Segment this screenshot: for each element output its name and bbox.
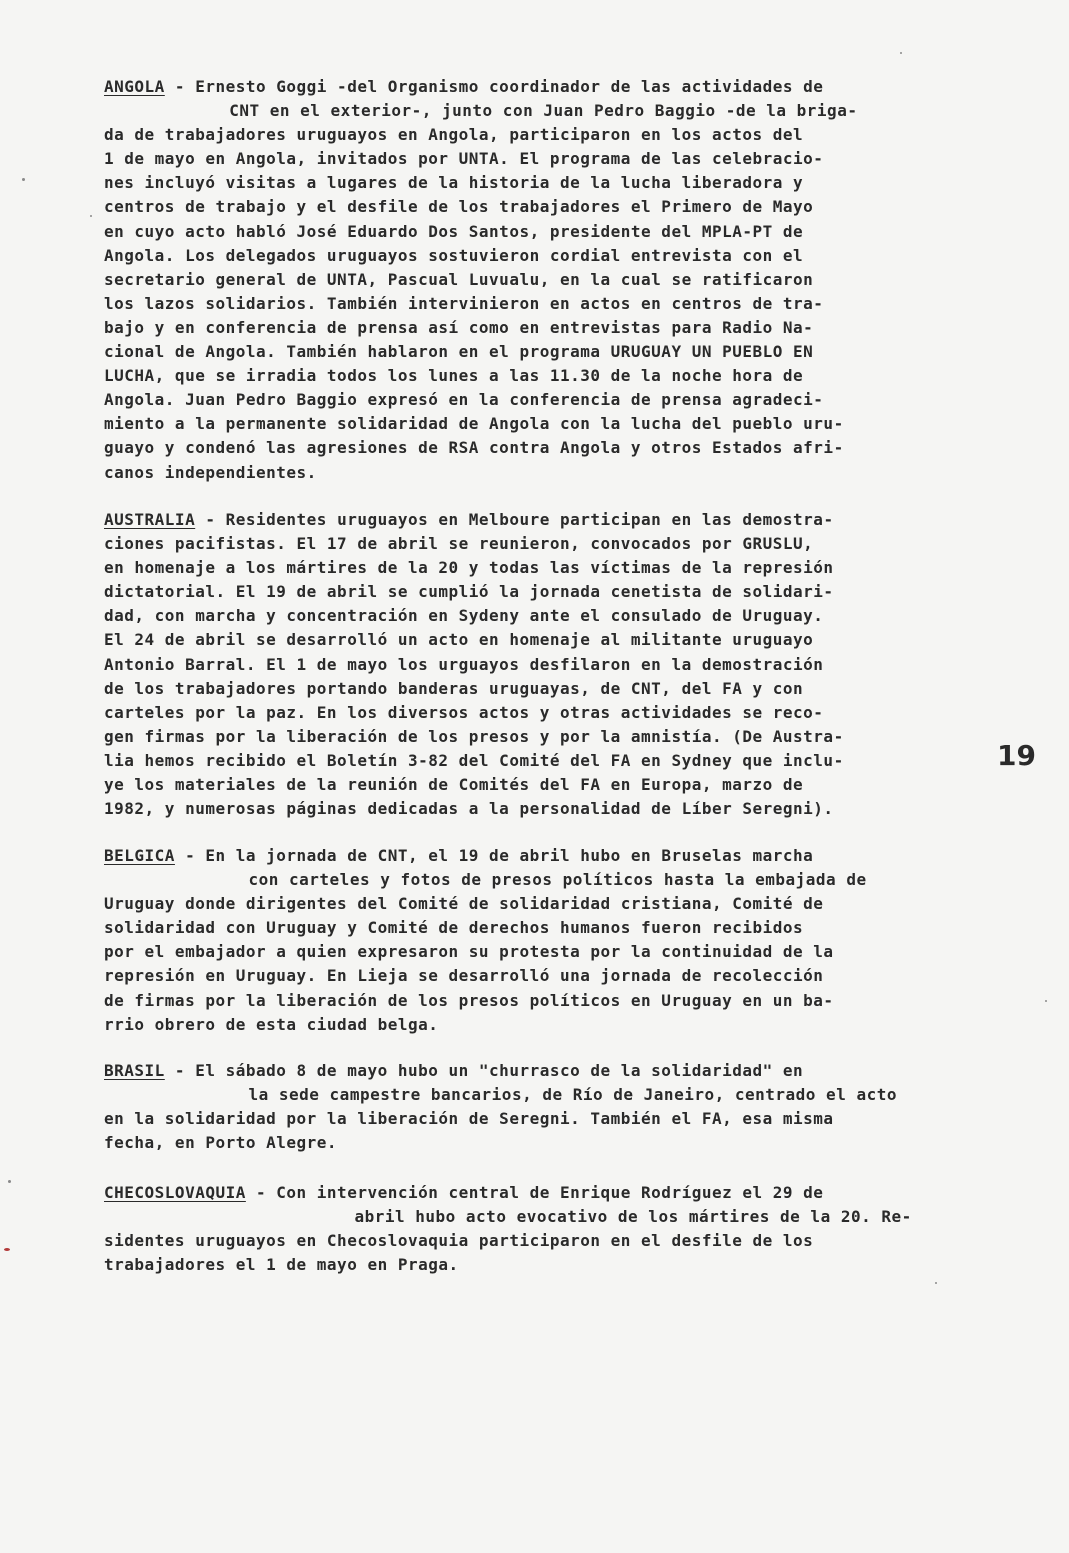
entry-heading: ANGOLA [104,77,165,96]
entry-checoslovaquia [104,1181,984,1277]
scan-speck [22,178,25,181]
entry-line: miento a la permanente solidaridad de Angola con la lucha del pueblo uru- [104,414,844,434]
entry-heading: BRASIL [104,1061,165,1080]
entry-line: carteles por la paz. En los diversos actos y otras actividades se reco- [104,702,824,722]
scan-speck [90,215,92,217]
entry-line: nes incluyó visitas a lugares de la historia de la lucha liberadora y [104,173,804,193]
entry-line: cional de Angola. También hablaron en el programa URUGUAY UN PUEBLO EN [104,342,814,362]
entry-line: CNT en el exterior-, junto con Juan Pedro Baggio -de la briga- [229,101,858,121]
entry-line: Antonio Barral. El 1 de mayo los urguayos desfilaron en la demostración [104,654,824,674]
scan-speck [1045,1000,1047,1002]
entry-line: los lazos solidarios. También intervinieron en actos en centros de tra- [104,293,824,313]
entry-line: rrio obrero de esta ciudad belga. [104,1014,439,1034]
entry-line: da de trabajadores uruguayos en Angola, participaron en los actos del [104,125,804,145]
entry-lead-text: - Con intervención central de Enrique Rodríguez el 29 de [245,1183,824,1202]
entry-line: de firmas por la liberación de los presos políticos en Uruguay en un ba- [104,990,834,1010]
entry-line: solidaridad con Uruguay y Comité de derechos humanos fueron recibidos [104,918,804,938]
entry-line: 1982, y numerosas páginas dedicadas a la personalidad de Líber Seregni). [104,799,834,819]
entry-line: El 24 de abril se desarrolló un acto en homenaje al militante uruguayo [104,630,814,650]
entry-australia [104,508,984,821]
entry-lead-text: - El sábado 8 de mayo hubo un "churrasco de la solidaridad" en [164,1061,804,1080]
entry-line: fecha, en Porto Alegre. [104,1133,338,1153]
entry-line: trabajadores el 1 de mayo en Praga. [104,1255,459,1275]
entry-first-line [104,844,984,868]
entry-line: dad, con marcha y concentración en Sydeny ante el consulado de Uruguay. [104,606,824,626]
entry-line: secretario general de UNTA, Pascual Luvualu, en la cual se ratificaron [104,269,814,289]
entry-heading: CHECOSLOVAQUIA [104,1183,246,1202]
entry-line: la sede campestre bancarios, de Río de Janeiro, centrado el acto [248,1085,897,1105]
entry-belgica [104,844,984,1037]
entry-line: por el embajador a quien expresaron su protesta por la continuidad de la [104,942,834,962]
entry-lead-text: - En la jornada de CNT, el 19 de abril hubo en Bruselas marcha [174,846,814,865]
entry-line: dictatorial. El 19 de abril se cumplió la jornada cenetista de solidari- [104,582,834,602]
entry-line: lia hemos recibido el Boletín 3-82 del Comité del FA en Sydney que inclu- [104,750,844,770]
scan-speck [935,1282,937,1284]
scan-speck [900,52,902,54]
entry-first-line [104,1181,984,1205]
entry-first-line [104,508,984,532]
entry-line: ciones pacifistas. El 17 de abril se reunieron, convocados por GRUSLU, [104,534,814,554]
entry-line: sidentes uruguayos en Checoslovaquia participaron en el desfile de los [104,1231,814,1251]
entry-line: en la solidaridad por la liberación de Seregni. También el FA, esa misma [104,1109,834,1129]
entry-line: Angola. Juan Pedro Baggio expresó en la conferencia de prensa agradeci- [104,390,824,410]
scan-speck [8,1180,11,1183]
entry-lead-text: - Residentes uruguayos en Melboure participan en las demostra- [195,510,834,529]
entry-heading: BELGICA [104,846,175,865]
entry-line: guayo y condenó las agresiones de RSA contra Angola y otros Estados afri- [104,438,844,458]
entry-line: en cuyo acto habló José Eduardo Dos Santos, presidente del MPLA-PT de [104,221,804,241]
entry-line: Uruguay donde dirigentes del Comité de solidaridad cristiana, Comité de [104,894,824,914]
page-number: 19 [997,739,1036,772]
entry-line: gen firmas por la liberación de los presos y por la amnistía. (De Austra- [104,726,844,746]
entry-first-line [104,1059,984,1083]
entry-line: abril hubo acto evocativo de los mártires de la 20. Re- [354,1207,912,1227]
entry-line: en homenaje a los mártires de la 20 y todas las víctimas de la represión [104,558,834,578]
entry-line: Angola. Los delegados uruguayos sostuvieron cordial entrevista con el [104,245,804,265]
entry-first-line [104,75,984,99]
entry-lead-text: - Ernesto Goggi -del Organismo coordinador de las actividades de [164,77,824,96]
entry-angola [104,75,984,485]
entry-line: ye los materiales de la reunión de Comités del FA en Europa, marzo de [104,775,804,795]
entry-line: LUCHA, que se irradia todos los lunes a las 11.30 de la noche hora de [104,366,804,386]
entry-line: de los trabajadores portando banderas uruguayas, de CNT, del FA y con [104,678,804,698]
entry-line: con carteles y fotos de presos políticos hasta la embajada de [248,870,867,890]
entry-heading: AUSTRALIA [104,510,196,529]
entry-line: canos independientes. [104,462,317,482]
entry-line: represión en Uruguay. En Lieja se desarrolló una jornada de recolección [104,966,824,986]
scan-mark [4,1248,10,1251]
entry-line: 1 de mayo en Angola, invitados por UNTA. El programa de las celebracio- [104,149,824,169]
entry-line: bajo y en conferencia de prensa así como en entrevistas para Radio Na- [104,317,814,337]
entry-brasil [104,1059,984,1155]
entry-line: centros de trabajo y el desfile de los trabajadores el Primero de Mayo [104,197,814,217]
